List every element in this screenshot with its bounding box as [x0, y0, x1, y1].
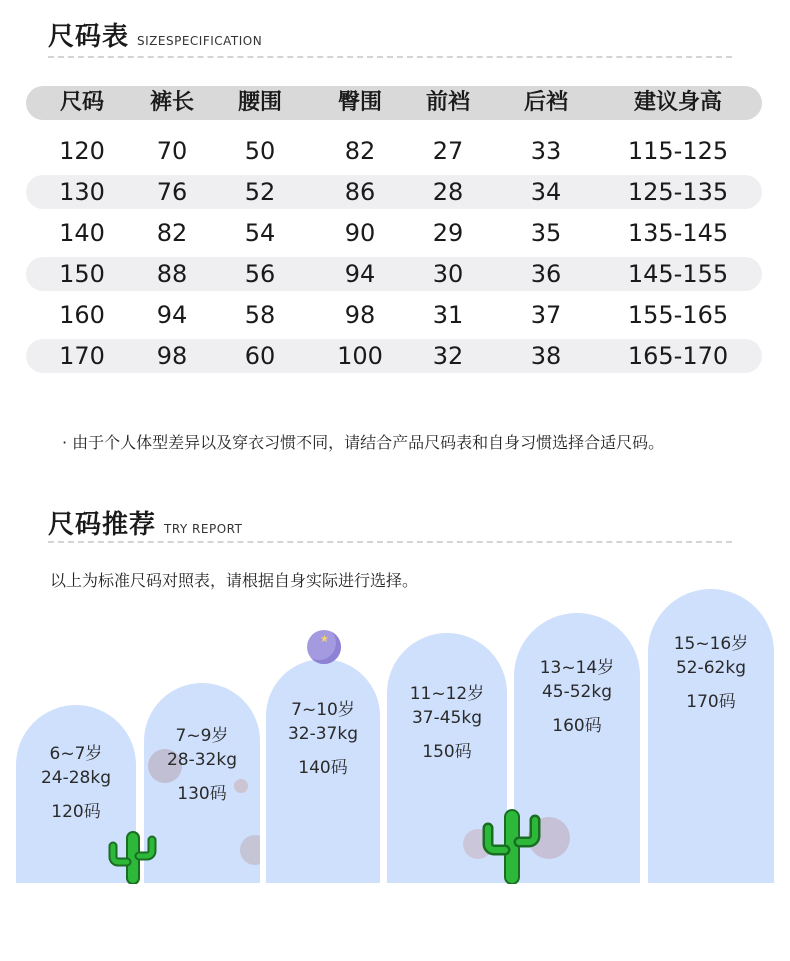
star-icon: ★ — [320, 634, 329, 645]
table-cell: 28 — [432, 178, 464, 206]
table-cell: 27 — [432, 137, 464, 165]
card-weight: 52-62kg — [675, 658, 747, 678]
table-row — [26, 257, 762, 291]
recommend-card-130 — [144, 683, 260, 883]
table-cell: 56 — [244, 260, 276, 288]
table-cell: 100 — [337, 342, 383, 370]
card-age: 7~9岁 — [175, 726, 229, 746]
card-age: 7~10岁 — [291, 700, 355, 720]
table-cell: 90 — [344, 219, 376, 247]
table-cell: 60 — [244, 342, 276, 370]
table-cell: 76 — [156, 178, 188, 206]
table-row — [26, 339, 762, 373]
header-cell: 前裆 — [425, 90, 470, 115]
table-cell: 29 — [432, 219, 464, 247]
card-weight: 24-28kg — [40, 768, 112, 788]
section-title-text: 尺码推荐 — [48, 510, 157, 540]
header-cell: 裤长 — [149, 90, 194, 115]
table-cell: 115-125 — [627, 137, 729, 165]
table-cell: 135-145 — [627, 219, 729, 247]
cactus-icon — [482, 806, 542, 884]
table-cell: 32 — [432, 342, 464, 370]
divider — [48, 541, 732, 543]
table-cell: 155-165 — [627, 301, 729, 329]
section-subtitle-text: TRY REPORT — [164, 522, 243, 536]
card-age: 13~14岁 — [539, 658, 615, 678]
table-row — [26, 216, 762, 250]
table-cell: 52 — [244, 178, 276, 206]
card-weight: 37-45kg — [411, 708, 483, 728]
table-cell: 160 — [59, 301, 105, 329]
table-cell: 140 — [59, 219, 105, 247]
table-cell: 120 — [59, 137, 105, 165]
table-cell: 170 — [59, 342, 105, 370]
size-note: · 由于个人体型差异以及穿衣习惯不同，请结合产品尺码表和自身习惯选择合适尺码。 — [62, 433, 665, 452]
table-cell: 30 — [432, 260, 464, 288]
table-header-row — [26, 86, 762, 120]
section-title-text: 尺码表 — [48, 22, 130, 52]
table-cell: 94 — [156, 301, 188, 329]
card-weight: 32-37kg — [287, 724, 359, 744]
card-size: 170码 — [686, 692, 736, 712]
card-weight: 45-52kg — [541, 682, 613, 702]
table-cell: 37 — [530, 301, 562, 329]
divider — [48, 56, 732, 58]
table-cell: 82 — [344, 137, 376, 165]
recommend-card-140 — [266, 659, 380, 883]
table-cell: 54 — [244, 219, 276, 247]
table-cell: 36 — [530, 260, 562, 288]
table-cell: 88 — [156, 260, 188, 288]
header-cell: 腰围 — [237, 90, 282, 115]
card-weight: 28-32kg — [166, 750, 238, 770]
card-size: 130码 — [177, 784, 227, 804]
card-age: 11~12岁 — [409, 684, 485, 704]
table-cell: 35 — [530, 219, 562, 247]
header-cell: 尺码 — [59, 90, 104, 115]
table-cell: 94 — [344, 260, 376, 288]
table-cell: 82 — [156, 219, 188, 247]
table-cell: 31 — [432, 301, 464, 329]
card-age: 6~7岁 — [49, 744, 103, 764]
card-size: 150码 — [422, 742, 472, 762]
table-cell: 33 — [530, 137, 562, 165]
table-cell: 98 — [344, 301, 376, 329]
table-row — [26, 298, 762, 332]
intro-text: 以上为标准尺码对照表，请根据自身实际进行选择。 — [50, 571, 419, 590]
table-cell: 70 — [156, 137, 188, 165]
table-cell: 130 — [59, 178, 105, 206]
table-row — [26, 134, 762, 168]
table-row — [26, 175, 762, 209]
section-title-size-spec — [48, 16, 262, 53]
recommend-card-170 — [648, 589, 774, 883]
cactus-icon — [108, 828, 158, 884]
card-size: 140码 — [298, 758, 348, 778]
table-cell: 34 — [530, 178, 562, 206]
table-cell: 58 — [244, 301, 276, 329]
table-cell: 50 — [244, 137, 276, 165]
header-cell: 后裆 — [523, 90, 568, 115]
header-cell: 臀围 — [337, 90, 382, 115]
card-size: 120码 — [51, 802, 101, 822]
table-cell: 38 — [530, 342, 562, 370]
table-cell: 98 — [156, 342, 188, 370]
table-cell: 150 — [59, 260, 105, 288]
header-cell: 建议身高 — [633, 90, 722, 115]
table-cell: 125-135 — [627, 178, 729, 206]
table-cell: 86 — [344, 178, 376, 206]
card-age: 15~16岁 — [673, 634, 749, 654]
card-size: 160码 — [552, 716, 602, 736]
planet-icon — [240, 835, 260, 865]
table-cell: 165-170 — [627, 342, 729, 370]
section-subtitle-text: SIZESPECIFICATION — [137, 34, 263, 48]
section-title-recommend — [48, 504, 242, 541]
table-cell: 145-155 — [627, 260, 729, 288]
